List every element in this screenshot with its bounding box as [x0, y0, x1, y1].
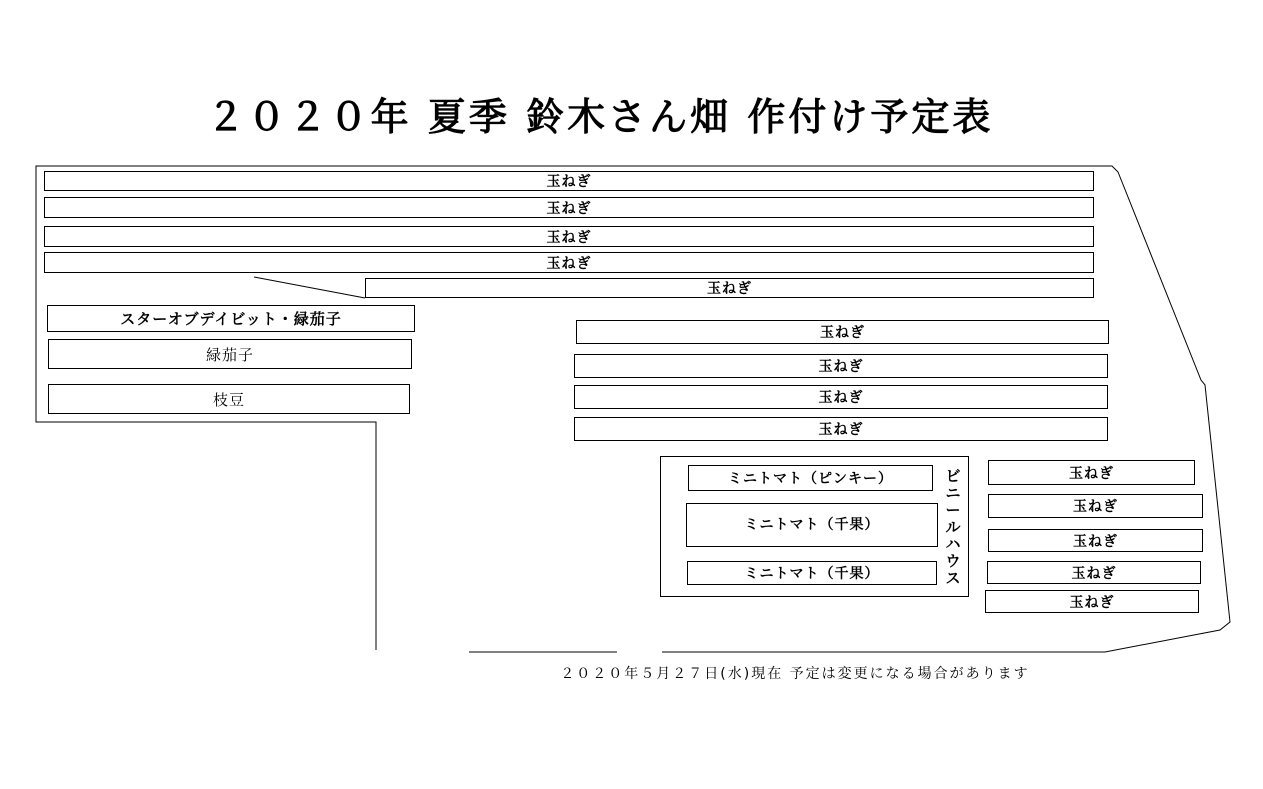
- date-footnote: ２０２０年５月２７日(水)現在 予定は変更になる場合があります: [560, 666, 1030, 682]
- page-title: ２０２０年 夏季 鈴木さん畑 作付け予定表: [206, 95, 994, 139]
- bed-left-3: 枝豆: [48, 384, 410, 414]
- bed-left-1: スターオブデイビット・緑茄子: [47, 305, 415, 332]
- bed-top-4: 玉ねぎ: [44, 252, 1094, 273]
- bed-right-2: 玉ねぎ: [988, 494, 1203, 518]
- bed-right-4: 玉ねぎ: [987, 561, 1201, 584]
- bed-top-2: 玉ねぎ: [44, 197, 1094, 218]
- bed-center-3: 玉ねぎ: [574, 385, 1108, 409]
- bed-left-2: 緑茄子: [48, 339, 412, 369]
- bed-center-4: 玉ねぎ: [574, 417, 1108, 441]
- bed-greenhouse-2: ミニトマト（千果）: [686, 503, 938, 547]
- bed-greenhouse-1: ミニトマト（ピンキー）: [688, 465, 933, 491]
- bed-center-2: 玉ねぎ: [574, 354, 1108, 378]
- bed-top-1: 玉ねぎ: [44, 171, 1094, 191]
- field-diagonal: [254, 277, 365, 298]
- bed-right-1: 玉ねぎ: [988, 460, 1195, 485]
- greenhouse-label: ビニールハウス: [945, 467, 961, 587]
- bed-right-5: 玉ねぎ: [985, 590, 1199, 613]
- bed-top-5: 玉ねぎ: [365, 278, 1094, 298]
- bed-right-3: 玉ねぎ: [988, 529, 1203, 552]
- bed-top-3: 玉ねぎ: [44, 226, 1094, 247]
- bed-center-1: 玉ねぎ: [576, 320, 1109, 344]
- bed-greenhouse-3: ミニトマト（千果）: [687, 561, 937, 585]
